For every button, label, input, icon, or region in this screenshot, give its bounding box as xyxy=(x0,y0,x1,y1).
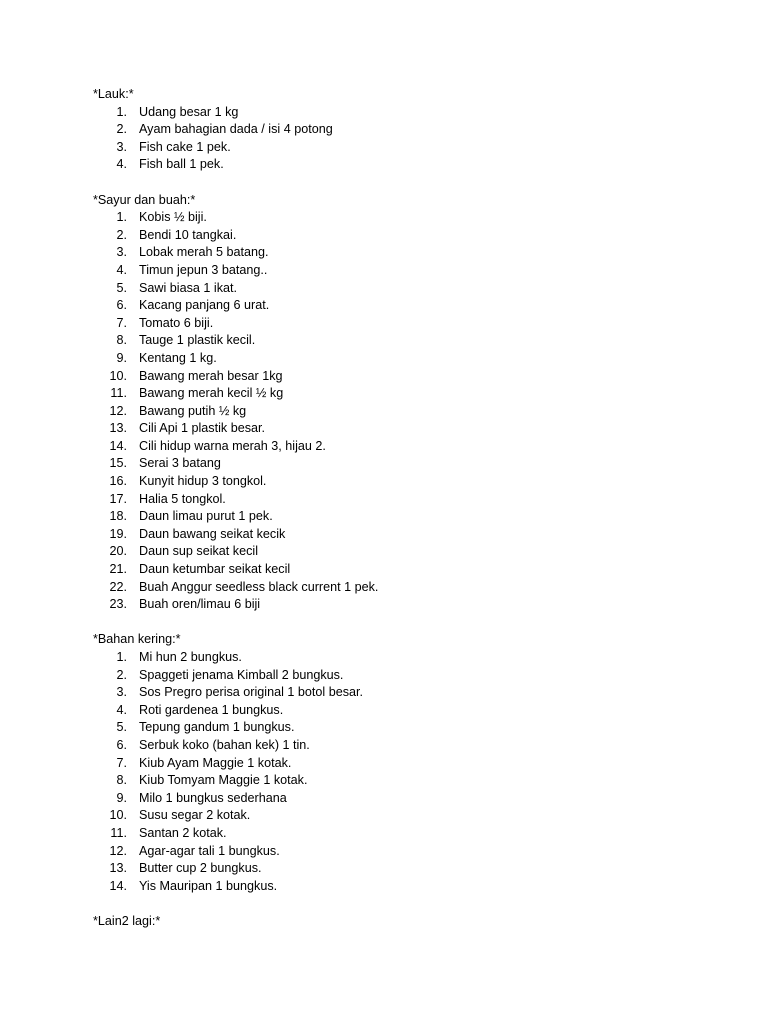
item-number: 17. xyxy=(109,491,127,506)
list-item xyxy=(93,332,733,350)
list-item xyxy=(93,790,733,808)
item-number: 8. xyxy=(116,333,127,348)
list-item xyxy=(93,596,733,614)
list-item xyxy=(93,543,733,561)
section-heading: *Lauk:* xyxy=(93,87,134,101)
item-text: Bendi 10 tangkai. xyxy=(139,227,237,242)
list-item xyxy=(93,860,733,878)
item-text: Agar-agar tali 1 bungkus. xyxy=(139,843,280,858)
item-text: Daun ketumbar seikat kecil xyxy=(139,562,291,577)
item-text: Santan 2 kotak. xyxy=(139,825,227,840)
item-text: Milo 1 bungkus sederhana xyxy=(139,790,287,805)
list-item xyxy=(93,385,733,403)
item-list xyxy=(93,209,733,614)
item-text: Fish cake 1 pek. xyxy=(139,139,231,154)
item-text: Tomato 6 biji. xyxy=(139,315,214,330)
item-number: 11. xyxy=(110,825,127,840)
item-number: 1. xyxy=(116,210,127,225)
list-item xyxy=(93,262,733,280)
item-number: 4. xyxy=(116,157,127,172)
list-section xyxy=(93,631,733,895)
item-number: 3. xyxy=(116,139,127,154)
item-number: 9. xyxy=(116,350,127,365)
list-section xyxy=(93,86,733,174)
item-text: Daun limau purut 1 pek. xyxy=(139,509,273,524)
section-heading: *Bahan kering:* xyxy=(93,632,181,647)
item-text: Spaggeti jenama Kimball 2 bungkus. xyxy=(139,667,344,682)
list-item xyxy=(93,473,733,491)
item-text: Sos Pregro perisa original 1 botol besar. xyxy=(139,685,364,700)
list-item xyxy=(93,121,733,139)
item-number: 6. xyxy=(116,298,127,313)
item-list xyxy=(93,649,733,895)
item-text: Tauge 1 plastik kecil. xyxy=(139,333,256,348)
list-item xyxy=(93,350,733,368)
item-number: 7. xyxy=(116,755,127,770)
item-text: Buah Anggur seedless black current 1 pek. xyxy=(139,579,379,594)
item-number: 10. xyxy=(109,368,127,383)
item-text: Kunyit hidup 3 tongkol. xyxy=(139,474,267,489)
list-item xyxy=(93,491,733,509)
list-item xyxy=(93,297,733,315)
item-number: 4. xyxy=(116,702,127,717)
list-item xyxy=(93,368,733,386)
shopping-list xyxy=(93,86,733,931)
item-number: 1. xyxy=(116,650,127,664)
item-number: 5. xyxy=(116,280,127,295)
item-list xyxy=(93,104,733,174)
item-number: 6. xyxy=(116,737,127,752)
list-item xyxy=(93,315,733,333)
list-item xyxy=(93,244,733,262)
item-number: 12. xyxy=(109,403,127,418)
item-number: 7. xyxy=(116,315,127,330)
list-item xyxy=(93,684,733,702)
item-number: 20. xyxy=(109,544,127,559)
list-item xyxy=(93,737,733,755)
list-item xyxy=(93,667,733,685)
item-number: 14. xyxy=(109,438,127,453)
item-number: 4. xyxy=(116,262,127,277)
item-text: Kobis ½ biji. xyxy=(139,210,207,225)
item-number: 8. xyxy=(116,773,127,788)
item-number: 13. xyxy=(109,421,127,436)
item-text: Halia 5 tongkol. xyxy=(139,491,226,506)
item-text: Bawang merah kecil ½ kg xyxy=(139,386,284,401)
list-section xyxy=(93,192,733,614)
item-number: 14. xyxy=(109,878,127,893)
item-number: 2. xyxy=(116,227,127,242)
item-number: 12. xyxy=(109,843,127,858)
list-item xyxy=(93,649,733,667)
item-text: Sawi biasa 1 ikat. xyxy=(139,280,238,295)
list-item xyxy=(93,209,733,227)
item-number: 15. xyxy=(109,456,127,471)
item-text: Udang besar 1 kg xyxy=(139,104,239,119)
item-number: 13. xyxy=(109,861,127,876)
list-item xyxy=(93,755,733,773)
list-item xyxy=(93,702,733,720)
list-item xyxy=(93,438,733,456)
list-item xyxy=(93,526,733,544)
item-text: Fish ball 1 pek. xyxy=(139,157,224,172)
list-item xyxy=(93,772,733,790)
item-text: Buah oren/limau 6 biji xyxy=(139,597,261,612)
item-text: Lobak merah 5 batang. xyxy=(139,245,269,260)
item-number: 1. xyxy=(116,104,127,119)
list-item xyxy=(93,878,733,896)
item-text: Kiub Ayam Maggie 1 kotak. xyxy=(139,755,292,770)
list-item xyxy=(93,719,733,737)
item-text: Susu segar 2 kotak. xyxy=(139,808,251,823)
item-text: Roti gardenea 1 bungkus. xyxy=(139,702,284,717)
item-number: 3. xyxy=(116,685,127,700)
item-text: Daun bawang seikat kecik xyxy=(139,526,286,541)
item-number: 2. xyxy=(116,667,127,682)
item-text: Yis Mauripan 1 bungkus. xyxy=(139,878,278,893)
item-number: 10. xyxy=(109,808,127,823)
list-item xyxy=(93,280,733,298)
item-number: 16. xyxy=(109,474,127,489)
list-item xyxy=(93,561,733,579)
item-text: Kentang 1 kg. xyxy=(139,350,217,365)
item-number: 18. xyxy=(109,509,127,524)
item-number: 19. xyxy=(109,526,127,541)
list-item xyxy=(93,104,733,122)
item-text: Bawang merah besar 1kg xyxy=(139,368,283,383)
item-text: Butter cup 2 bungkus. xyxy=(139,861,262,876)
item-text: Kiub Tomyam Maggie 1 kotak. xyxy=(139,773,308,788)
list-item xyxy=(93,825,733,843)
item-text: Bawang putih ½ kg xyxy=(139,403,247,418)
section-heading: *Lain2 lagi:* xyxy=(93,913,161,928)
list-item xyxy=(93,579,733,597)
item-number: 21. xyxy=(109,562,127,577)
item-text: Timun jepun 3 batang.. xyxy=(139,262,268,277)
item-text: Cili hidup warna merah 3, hijau 2. xyxy=(139,438,326,453)
item-text: Ayam bahagian dada / isi 4 potong xyxy=(139,122,333,137)
item-number: 11. xyxy=(110,386,127,401)
item-number: 2. xyxy=(116,122,127,137)
item-number: 3. xyxy=(116,245,127,260)
section-heading: *Sayur dan buah:* xyxy=(93,192,196,207)
list-item xyxy=(93,455,733,473)
document-page xyxy=(93,86,733,948)
item-text: Serbuk koko (bahan kek) 1 tin. xyxy=(139,737,310,752)
item-number: 23. xyxy=(109,597,127,612)
list-item xyxy=(93,227,733,245)
item-text: Cili Api 1 plastik besar. xyxy=(139,421,265,436)
item-text: Serai 3 batang xyxy=(139,456,221,471)
item-number: 5. xyxy=(116,720,127,735)
item-text: Daun sup seikat kecil xyxy=(139,544,259,559)
item-number: 9. xyxy=(116,790,127,805)
list-item xyxy=(93,139,733,157)
list-item xyxy=(93,403,733,421)
list-section xyxy=(93,913,733,931)
item-text: Kacang panjang 6 urat. xyxy=(139,298,270,313)
list-item xyxy=(93,420,733,438)
list-item xyxy=(93,508,733,526)
list-item xyxy=(93,807,733,825)
list-item xyxy=(93,843,733,861)
list-item xyxy=(93,156,733,174)
item-text: Tepung gandum 1 bungkus. xyxy=(139,720,295,735)
item-text: Mi hun 2 bungkus. xyxy=(139,650,242,664)
item-number: 22. xyxy=(109,579,127,594)
